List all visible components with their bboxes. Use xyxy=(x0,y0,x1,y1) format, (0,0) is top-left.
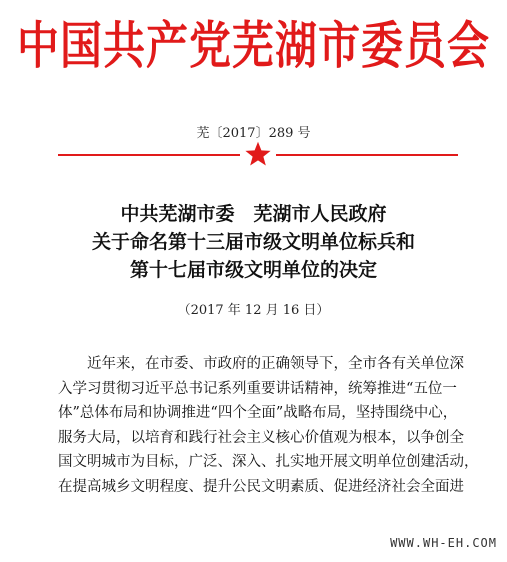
decision-title-line: 中共芜湖市委 芜湖市人民政府 xyxy=(120,203,387,225)
body-line: 体”总体布局和协调推进“四个全面”战略布局，坚持围绕中心， xyxy=(58,405,458,421)
decision-title-line: 第十七届市级文明单位的决定 xyxy=(129,259,377,281)
body-line: 在提高城乡文明程度、提升公民文明素质、促进经济社会全面进 xyxy=(58,478,464,495)
document-number: 芜〔2017〕289 号 xyxy=(196,126,311,141)
star-icon xyxy=(240,136,276,172)
body-line: 国文明城市为目标，广泛、深入、扎实地开展文明单位创建活动， xyxy=(58,454,479,470)
body-paragraph xyxy=(58,352,479,499)
decision-title-line: 关于命名第十三届市级文明单位标兵和 xyxy=(91,231,415,253)
decision-date: （2017 年 12 月 16 日） xyxy=(177,303,330,318)
body-line: 入学习贯彻习近平总书记系列重要讲话精神，统筹推进“五位一 xyxy=(58,380,457,397)
document-header-title: 中国共产党芜湖市委员会 xyxy=(16,16,490,75)
red-divider xyxy=(58,146,458,164)
divider-line-right xyxy=(276,154,458,156)
site-watermark: WWW.WH-EH.COM xyxy=(390,536,497,550)
decision-title xyxy=(0,200,507,284)
divider-line-left xyxy=(58,154,240,156)
body-line: 近年来，在市委、市政府的正确领导下，全市各有关单位深 xyxy=(58,356,464,372)
body-line: 服务大局，以培育和践行社会主义核心价值观为根本，以争创全 xyxy=(58,429,464,446)
